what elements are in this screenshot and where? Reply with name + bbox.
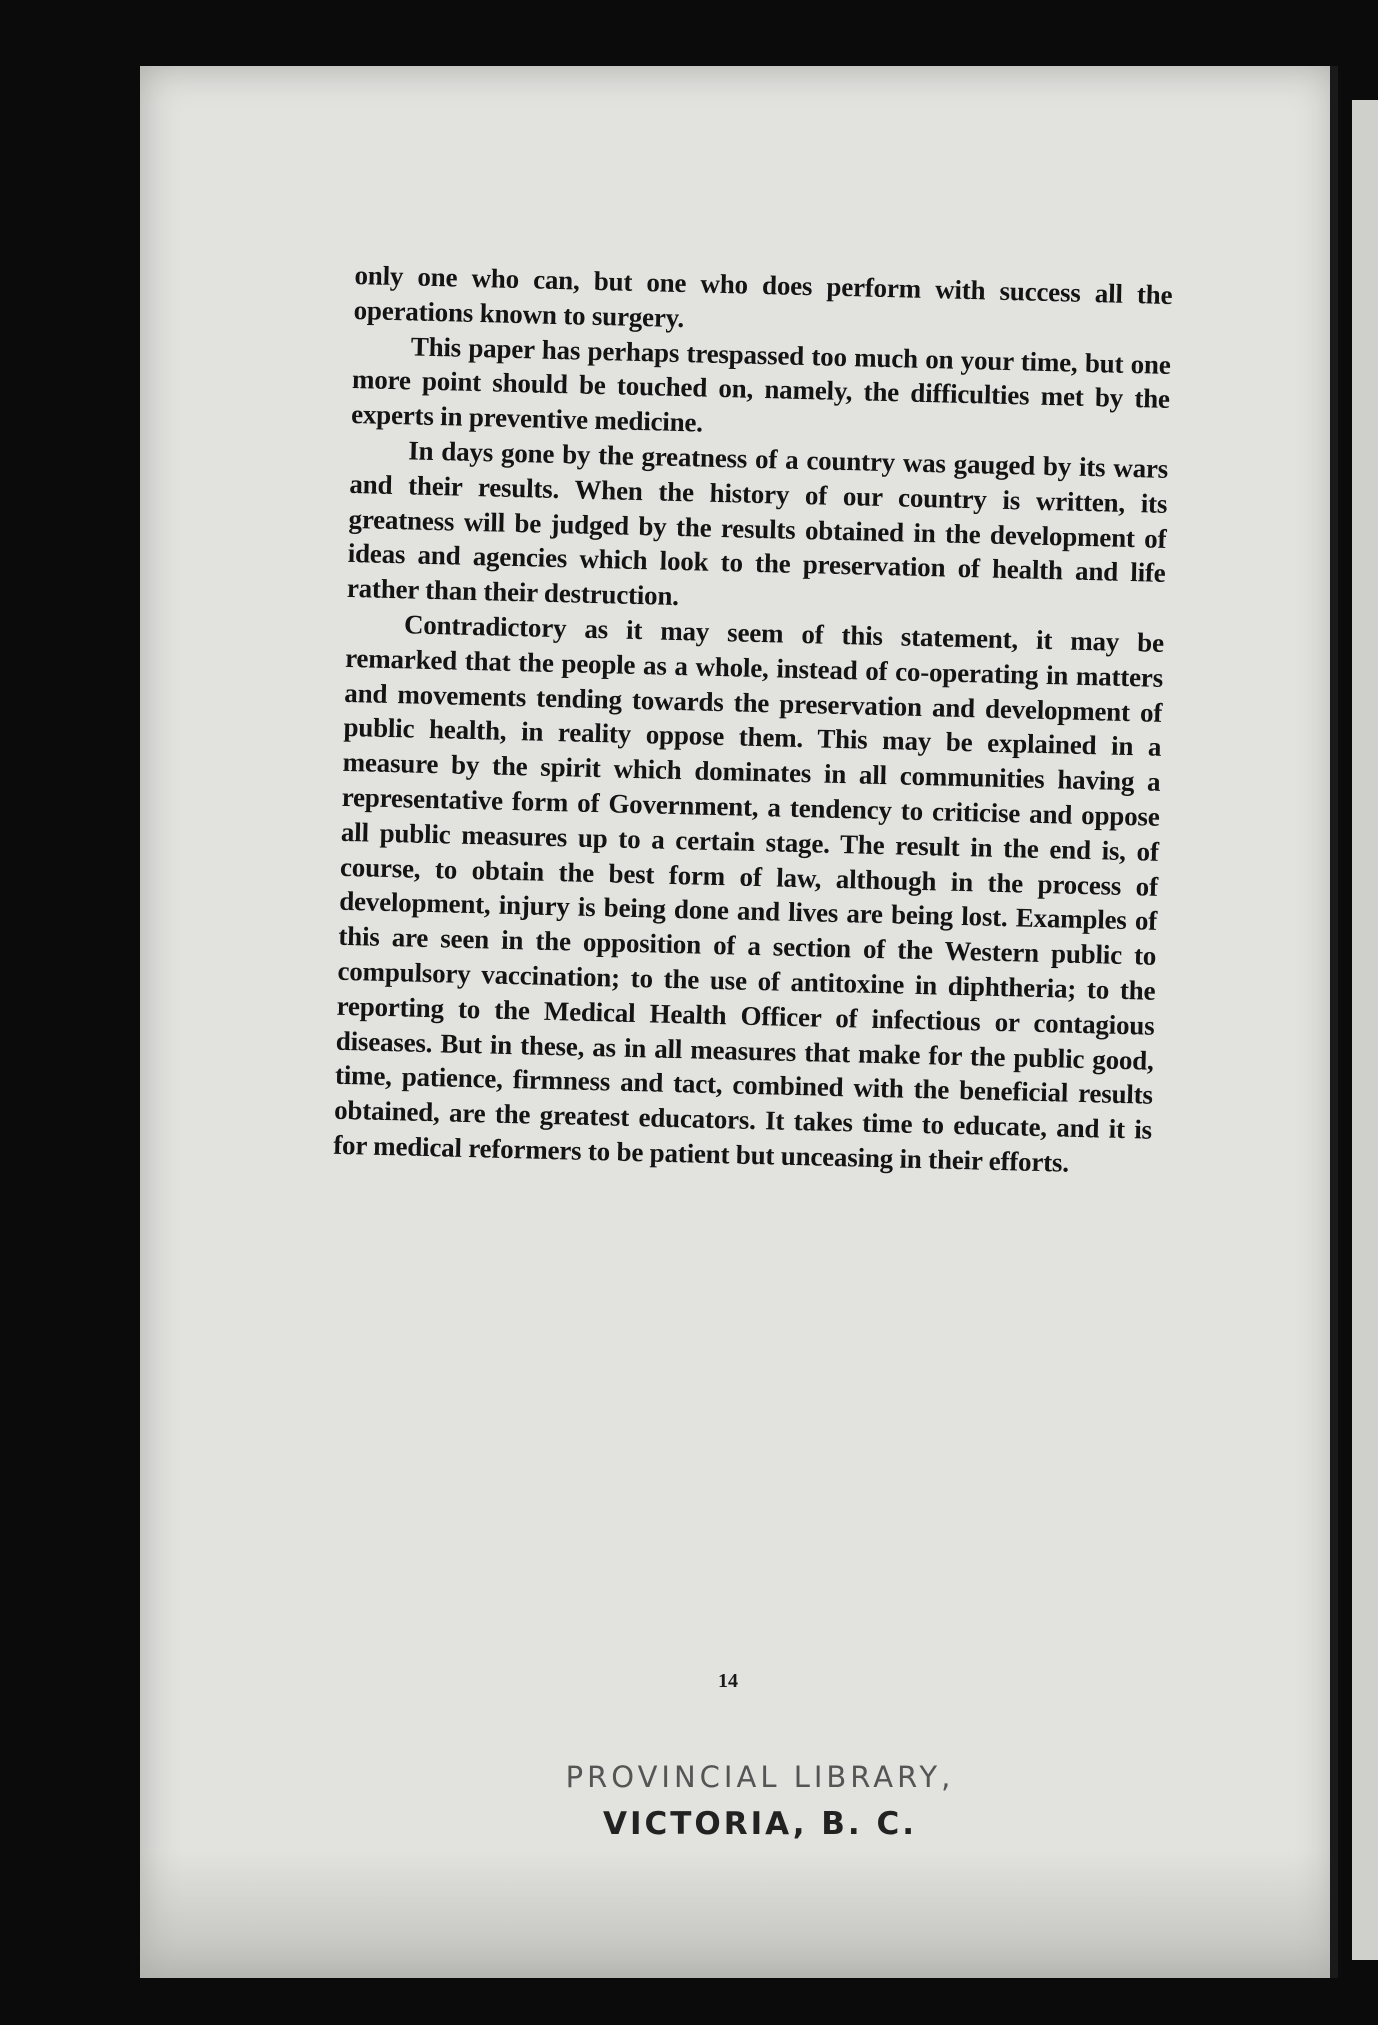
stamp-line-location: VICTORIA, B. C.	[602, 1806, 918, 1842]
library-stamp	[500, 1760, 1020, 1842]
body-text	[333, 258, 1173, 1182]
paragraph: only one who can, but one who does perform with success all the operations known to surgery.	[353, 259, 1173, 333]
page-gutter-shadow	[1330, 66, 1338, 1978]
stamp-line-library: PROVINCIAL LIBRARY,	[565, 1760, 955, 1794]
paragraph: Contradictory as it may seem of this statement, it may be remarked that the people as a whole, instead of co-operating in matters and movements tending towards the preservation and development of public health, in reality oppose them. This may be explained in a measure by the spirit which dominates in all communities having a representative form of Government, a tendency to criticise and oppose all public measures up to a certain stage. The result in the end is, of course, to obtain the best form of law, although in the process of development, injury is being done and lives are being lost. Examples of this are seen in the opposition of a section of the Western public to compulsory vaccination; to the use of antitoxine in diphtheria; to the reporting to the Medical Health Officer of infectious or contagious diseases. But in these, as in all measures that make for the public good, time, patience, firmness and tact, combined with the beneficial results obtained, are the greatest educators. It takes time to educate, and it is for medical reformers to be patient but unceasing in their efforts.	[332, 609, 1165, 1178]
next-page-strip	[1352, 100, 1378, 1960]
page-number: 14	[718, 1670, 738, 1692]
page-foot-stain	[140, 1850, 1336, 1978]
paragraph: In days gone by the greatness of a country was gauged by its wars and their results. When the history of our country is written, its greatness will be judged by the results obtained in the development of ideas and agencies which look to the preservation of health and life rather than their destruction.	[346, 435, 1169, 612]
paragraph: This paper has perhaps trespassed too much on your time, but one more point should be touched on, namely, the difficulties met by the experts in preventive medicine.	[350, 330, 1172, 438]
